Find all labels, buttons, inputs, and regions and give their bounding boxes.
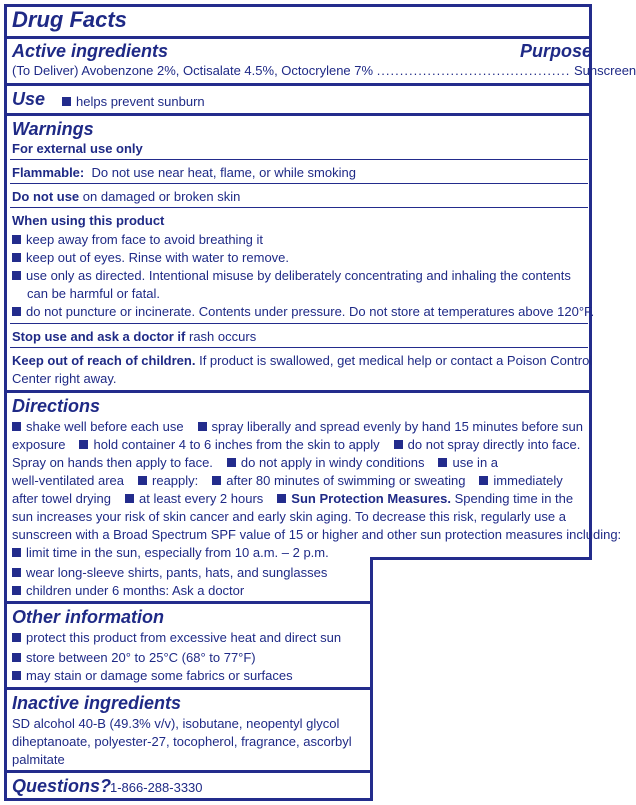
other-info-heading: Other information (12, 607, 164, 627)
bullet-icon (438, 458, 447, 467)
bullet-icon (277, 494, 286, 503)
other-item: store between 20° to 25°C (68° to 77°F) (12, 650, 256, 665)
when-item-cont: can be harmful or fatal. (27, 286, 160, 301)
phone-number: 1-866-288-3330 (110, 780, 203, 795)
directions-line: exposure hold container 4 to 6 inches from the skin to apply do not spray directly into face. (12, 437, 581, 452)
frame-notch (370, 557, 592, 560)
flammable-warning: Flammable: Do not use near heat, flame, or while smoking (12, 165, 356, 180)
divider (4, 390, 592, 393)
use-item: helps prevent sunburn (62, 94, 205, 109)
bullet-icon (79, 440, 88, 449)
when-item: keep away from face to avoid breathing it (12, 232, 263, 247)
divider (4, 113, 592, 116)
divider (10, 347, 588, 348)
divider (10, 159, 588, 160)
active-ingredient-line: (To Deliver) Avobenzone 2%, Octisalate 4.5%, Octocrylene 7% .......................................... Sunscreen (12, 63, 636, 78)
when-item: keep out of eyes. Rinse with water to remove. (12, 250, 289, 265)
purpose-heading: Purpose (520, 41, 593, 61)
bullet-icon (12, 271, 21, 280)
when-item: use only as directed. Intentional misuse by deliberately concentrating and inhaling the contents (12, 268, 571, 283)
bullet-icon (12, 307, 21, 316)
divider (10, 183, 588, 184)
inactive-line: SD alcohol 40-B (49.3% v/v), isobutane, neopentyl glycol (12, 716, 340, 731)
bullet-icon (62, 97, 71, 106)
bullet-icon (12, 586, 21, 595)
directions-line: Spray on hands then apply to face. do not apply in windy conditions use in a (12, 455, 499, 470)
bullet-icon (227, 458, 236, 467)
questions-heading: Questions? (12, 776, 112, 796)
bullet-icon (198, 422, 207, 431)
bullet-icon (394, 440, 403, 449)
inactive-heading: Inactive ingredients (12, 693, 182, 713)
bullet-icon (212, 476, 221, 485)
bullet-icon (12, 653, 21, 662)
directions-line: sunscreen with a Broad Spectrum SPF value of 15 or higher and other sun protection measures including: (12, 527, 622, 542)
directions-line: children under 6 months: Ask a doctor (12, 583, 244, 598)
directions-line: shake well before each use spray liberally and spread evenly by hand 15 minutes before sun (12, 419, 583, 434)
divider (4, 83, 592, 86)
directions-line: well-ventilated area reapply: after 80 minutes of swimming or sweating immediately (12, 473, 563, 488)
divider (10, 323, 588, 324)
bullet-icon (12, 671, 21, 680)
do-not-use-warning: Do not use on damaged or broken skin (12, 189, 241, 204)
divider (4, 601, 373, 604)
bullet-icon (12, 422, 21, 431)
directions-line: after towel drying at least every 2 hours Sun Protection Measures. Spending time in the (12, 491, 574, 506)
bullet-icon (125, 494, 134, 503)
directions-line: wear long-sleeve shirts, pants, hats, and sunglasses (12, 565, 327, 580)
divider (4, 770, 373, 773)
other-item: protect this product from excessive heat and direct sun (12, 630, 341, 645)
warnings-heading: Warnings (12, 119, 94, 139)
bullet-icon (12, 235, 21, 244)
divider (4, 36, 592, 39)
directions-line: limit time in the sun, especially from 10 a.m. – 2 p.m. (12, 545, 329, 560)
bullet-icon (12, 568, 21, 577)
when-using-heading: When using this product (12, 213, 165, 228)
use-heading: Use (12, 89, 46, 109)
when-item: do not puncture or incinerate. Contents under pressure. Do not store at temperatures above 120°F. (12, 304, 594, 319)
active-ingredients-heading: Active ingredients (12, 41, 169, 61)
other-item: may stain or damage some fabrics or surfaces (12, 668, 293, 683)
drug-facts-title: Drug Facts (12, 7, 127, 32)
stop-use-warning: Stop use and ask a doctor if rash occurs (12, 329, 257, 344)
bullet-icon (12, 633, 21, 642)
inactive-line: palmitate (12, 752, 65, 767)
directions-heading: Directions (12, 396, 101, 416)
divider (10, 207, 588, 208)
directions-line: sun increases your risk of skin cancer and early skin aging. To decrease this risk, regularly use a (12, 509, 566, 524)
bullet-icon (12, 548, 21, 557)
keep-out-reach: Keep out of reach of children. If product is swallowed, get medical help or contact a Poison Control (12, 353, 593, 368)
keep-out-reach-cont: Center right away. (12, 371, 117, 386)
inactive-line: diheptanoate, polyester-27, tocopherol, fragrance, ascorbyl (12, 734, 352, 749)
bullet-icon (12, 253, 21, 262)
divider (4, 687, 373, 690)
bullet-icon (138, 476, 147, 485)
bullet-icon (479, 476, 488, 485)
external-use: For external use only (12, 141, 143, 156)
